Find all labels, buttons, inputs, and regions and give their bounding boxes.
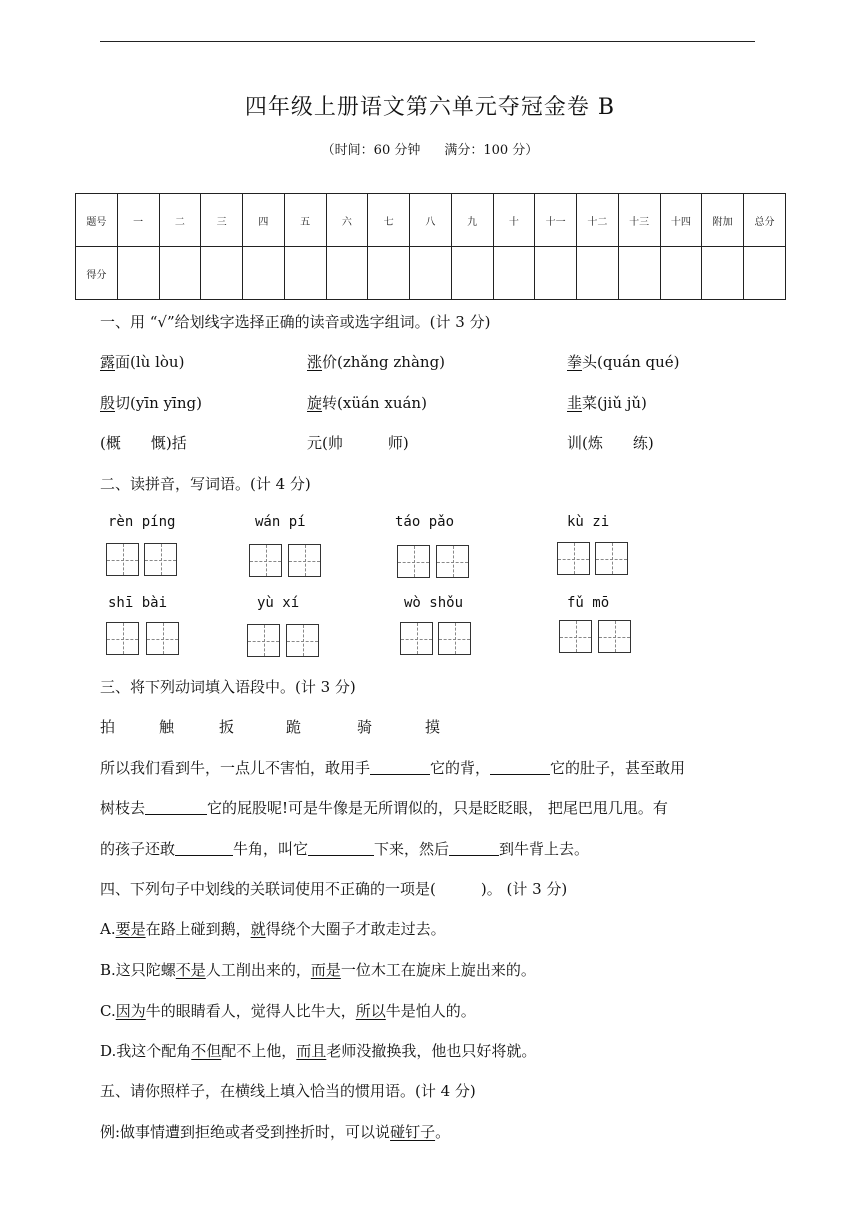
passage-text: 下来，然后	[374, 840, 450, 858]
score-cell: 一	[117, 194, 159, 247]
q1-options: 转(xüán xuán)	[322, 394, 427, 412]
writing-grid-box[interactable]	[559, 620, 592, 653]
pinyin-label: shī bài	[108, 595, 168, 611]
q3-passage-line	[100, 838, 589, 859]
passage-text: 到牛背上去。	[499, 840, 590, 858]
q2-heading: 二、读拼音，写词语。(计 4 分)	[100, 475, 311, 493]
q1-item[interactable]	[567, 392, 647, 413]
score-cell: 七	[368, 194, 410, 247]
score-cell: 八	[410, 194, 452, 247]
q5-heading: 五、请你照样子，在横线上填入恰当的惯用语。(计 4 分)	[100, 1082, 476, 1100]
verb-option: 扳	[219, 718, 235, 736]
score-input-cell[interactable]	[535, 247, 577, 300]
score-cell: 题号	[76, 194, 118, 247]
score-input-cell[interactable]	[410, 247, 452, 300]
score-input-cell[interactable]	[243, 247, 285, 300]
score-cell: 十二	[577, 194, 619, 247]
underlined-conjunction: 就	[250, 920, 266, 938]
q1-underlined-char: 殷	[100, 394, 116, 412]
score-table-header-row	[76, 194, 786, 247]
q1-item[interactable]	[100, 392, 202, 413]
score-cell: 总分	[744, 194, 786, 247]
score-cell: 十一	[535, 194, 577, 247]
score-cell: 十三	[618, 194, 660, 247]
underlined-conjunction: 而且	[296, 1042, 327, 1060]
pinyin-label: rèn píng	[108, 514, 176, 530]
writing-grid-box[interactable]	[286, 624, 319, 657]
underlined-conjunction: 所以	[355, 1002, 386, 1020]
option-text: 配不上他，	[221, 1042, 297, 1060]
exam-score: 满分：100 分）	[444, 143, 539, 158]
page-title: 四年级上册语文第六单元夺冠金卷 B	[244, 95, 616, 120]
top-rule	[100, 41, 755, 42]
score-input-cell[interactable]	[284, 247, 326, 300]
writing-grid-box[interactable]	[288, 544, 321, 577]
option-text: D.我这个配角	[100, 1042, 192, 1060]
exam-info	[0, 139, 860, 158]
q1-options: 头(quán qué)	[582, 353, 680, 371]
writing-grid-box[interactable]	[557, 542, 590, 575]
verb-option: 骑	[357, 718, 373, 736]
q1-item[interactable]	[307, 351, 445, 372]
score-cell: 附加	[702, 194, 744, 247]
q1-underlined-char: 韭	[567, 394, 583, 412]
writing-grid-box[interactable]	[249, 544, 282, 577]
score-cell: 九	[451, 194, 493, 247]
q1-options: 切(yīn yīng)	[115, 394, 202, 412]
score-input-cell[interactable]	[660, 247, 702, 300]
score-cell: 五	[284, 194, 326, 247]
pinyin-label: yù xí	[257, 595, 300, 611]
writing-grid-box[interactable]	[106, 543, 139, 576]
option-text: 一位木工在旋床上旋出来的。	[340, 961, 536, 979]
writing-grid-box[interactable]	[146, 622, 179, 655]
q1-choice-item[interactable]: (概 慨)括	[100, 434, 187, 452]
writing-grid-box[interactable]	[247, 624, 280, 657]
score-input-cell[interactable]	[117, 247, 159, 300]
q1-item[interactable]	[567, 351, 680, 372]
score-input-cell[interactable]	[493, 247, 535, 300]
q4-option-a[interactable]	[100, 918, 446, 939]
option-text: 在路上碰到鹅，	[145, 920, 251, 938]
underlined-conjunction: 不但	[191, 1042, 222, 1060]
pinyin-label: wò shǒu	[404, 595, 464, 611]
underlined-conjunction: 因为	[115, 1002, 146, 1020]
writing-grid-box[interactable]	[598, 620, 631, 653]
writing-grid-box[interactable]	[436, 545, 469, 578]
score-cell: 十	[493, 194, 535, 247]
example-text: 。	[435, 1123, 451, 1141]
q1-options: 菜(jiǔ jǔ)	[582, 394, 647, 412]
q1-underlined-char: 拳	[567, 353, 583, 371]
passage-text: 的孩子还敢	[100, 840, 176, 858]
option-text: 得绕个大圈子才敢走过去。	[265, 920, 446, 938]
fill-blank[interactable]	[145, 798, 207, 815]
fill-blank[interactable]	[308, 839, 374, 856]
q1-underlined-char: 旋	[307, 394, 323, 412]
option-text: C.	[100, 1002, 116, 1020]
writing-grid-box[interactable]	[106, 622, 139, 655]
pinyin-label: wán pí	[255, 514, 306, 530]
q5-example	[100, 1121, 450, 1142]
score-cell: 三	[201, 194, 243, 247]
option-text: 老师没撤换我，他也只好将就。	[326, 1042, 537, 1060]
passage-text: 它的背，	[430, 759, 491, 777]
example-text: 例:做事情遭到拒绝或者受到挫折时，可以说	[100, 1123, 391, 1141]
verb-option: 摸	[425, 718, 441, 736]
passage-text: 它的肚子，甚至敢用	[550, 759, 686, 777]
passage-text: 它的屁股呢!可是牛像是无所谓似的，只是眨眨眼， 把尾巴甩几甩。有	[207, 799, 668, 817]
score-cell: 十四	[660, 194, 702, 247]
writing-grid-box[interactable]	[397, 545, 430, 578]
q3-passage-line	[100, 757, 685, 778]
q3-passage-line	[100, 797, 668, 818]
passage-text: 牛角，叫它	[233, 840, 309, 858]
q1-item[interactable]	[307, 392, 427, 413]
underlined-conjunction: 不是	[175, 961, 206, 979]
score-input-cell[interactable]	[326, 247, 368, 300]
score-input-cell[interactable]	[368, 247, 410, 300]
score-input-cell[interactable]	[744, 247, 786, 300]
q3-word-bank	[100, 716, 440, 737]
q4-option-d[interactable]	[100, 1040, 536, 1061]
passage-text: 树枝去	[100, 799, 146, 817]
score-cell: 二	[159, 194, 201, 247]
option-text: 牛是怕人的。	[385, 1002, 476, 1020]
score-cell: 六	[326, 194, 368, 247]
fill-blank[interactable]	[490, 758, 550, 775]
score-cell: 四	[243, 194, 285, 247]
score-input-cell[interactable]	[618, 247, 660, 300]
q1-heading: 一、用 “√”给划线字选择正确的读音或选字组词。(计 3 分)	[100, 313, 491, 331]
verb-option: 拍	[100, 718, 116, 736]
fill-blank[interactable]	[449, 839, 499, 856]
pinyin-label: kù zi	[567, 514, 610, 530]
exam-time: （时间：60 分钟	[321, 143, 421, 158]
underlined-conjunction: 而是	[310, 961, 341, 979]
option-text: 人工削出来的，	[205, 961, 311, 979]
q3-heading: 三、将下列动词填入语段中。(计 3 分)	[100, 678, 356, 696]
score-row-label: 得分	[76, 247, 118, 300]
q4-option-b[interactable]	[100, 959, 536, 980]
writing-grid-box[interactable]	[144, 543, 177, 576]
score-table-score-row	[76, 247, 786, 300]
option-text: 牛的眼睛看人，觉得人比牛大，	[145, 1002, 356, 1020]
writing-grid-box[interactable]	[595, 542, 628, 575]
score-input-cell[interactable]	[451, 247, 493, 300]
q1-underlined-char: 露	[100, 353, 116, 371]
writing-grid-box[interactable]	[438, 622, 471, 655]
q1-options: 面(lù lòu)	[115, 353, 185, 371]
fill-blank[interactable]	[370, 758, 430, 775]
q4-option-c[interactable]	[100, 1000, 476, 1021]
q1-choice-item[interactable]: 元(帅 师)	[307, 434, 409, 452]
q1-item[interactable]	[100, 351, 184, 372]
score-input-cell[interactable]	[201, 247, 243, 300]
q4-heading: 四、下列句子中划线的关联词使用不正确的一项是( )。 (计 3 分)	[100, 880, 568, 898]
passage-text: 所以我们看到牛，一点儿不害怕，敢用手	[100, 759, 371, 777]
fill-blank[interactable]	[175, 839, 233, 856]
q1-choice-item[interactable]: 训(炼 练)	[567, 434, 654, 452]
pinyin-label: táo pǎo	[395, 514, 455, 530]
pinyin-label: fǔ mō	[567, 595, 610, 611]
underlined-conjunction: 要是	[115, 920, 146, 938]
verb-option: 触	[159, 718, 175, 736]
writing-grid-box[interactable]	[400, 622, 433, 655]
score-table	[75, 193, 786, 300]
score-input-cell[interactable]	[702, 247, 744, 300]
option-text: B.这只陀螺	[100, 961, 176, 979]
example-idiom: 碰钉子	[390, 1123, 436, 1141]
option-text: A.	[100, 920, 116, 938]
verb-option: 跪	[286, 718, 302, 736]
q1-options: 价(zhǎng zhàng)	[322, 353, 446, 371]
q1-underlined-char: 涨	[307, 353, 323, 371]
score-input-cell[interactable]	[159, 247, 201, 300]
score-input-cell[interactable]	[577, 247, 619, 300]
